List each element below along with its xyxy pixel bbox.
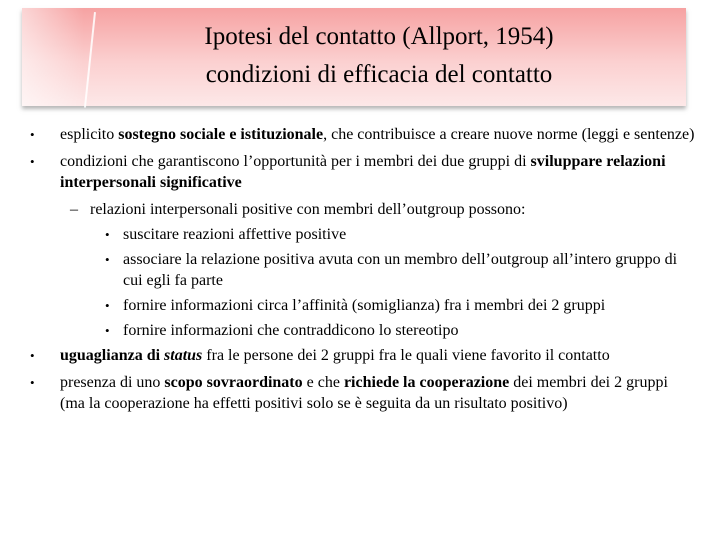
- bold-text: scopo sovraordinato: [164, 374, 303, 391]
- dash-icon: –: [70, 201, 78, 218]
- bold-text: uguaglianza di: [60, 347, 165, 364]
- title-line-1: Ipotesi del contatto (Allport, 1954): [204, 23, 554, 50]
- sub-sub-list-item: • fornire informazioni che contraddicono lo stereotipo: [105, 322, 459, 339]
- bullet-icon: •: [30, 154, 35, 169]
- bullet-icon: •: [30, 375, 35, 390]
- bullet-list: [30, 124, 695, 414]
- bullet-icon: •: [105, 252, 110, 267]
- slide-title: [22, 18, 686, 94]
- bold-text: richiede la cooperazione: [343, 374, 510, 391]
- bullet-icon: •: [30, 127, 35, 142]
- list-item-condizioni: • condizioni che garantiscono l’opportunità per i membri dei due gruppi di sviluppare relazioni interpersonali significative: [30, 153, 666, 191]
- bullet-icon: •: [105, 227, 110, 242]
- bold-text: sostegno sociale e istituzionale: [118, 126, 324, 143]
- bullet-icon: •: [105, 323, 110, 338]
- sub-sub-list-item: • associare la relazione positiva avuta con un membro dell’outgroup all’intero gruppo di cui egli fa parte: [105, 251, 678, 289]
- sub-sub-list-item: • fornire informazioni circa l’affinità (somiglianza) fra i membri dei 2 gruppi: [105, 297, 606, 314]
- list-item-scopo: • presenza di uno scopo sovraordinato e che richiede la cooperazione dei membri dei 2 gruppi (ma la cooperazione ha effetti positivi solo se è seguita da un risultato positivo): [30, 374, 668, 412]
- title-line-2: condizioni di efficacia del contatto: [205, 61, 553, 88]
- list-item-sostegno: • esplicito sostegno sociale e istituzionale, che contribuisce a creare nuove norme (leggi e sentenze): [30, 126, 695, 143]
- sub-sub-list-item: • suscitare reazioni affettive positive: [105, 226, 347, 243]
- slide-content: [30, 124, 695, 420]
- bold-italic-text: status: [164, 347, 203, 364]
- bullet-icon: •: [30, 348, 35, 363]
- list-item-uguaglianza: • uguaglianza di status fra le persone dei 2 gruppi fra le quali viene favorito il contatto: [30, 347, 610, 364]
- bullet-icon: •: [105, 298, 110, 313]
- bold-text: sviluppare relazioni interpersonali significative: [60, 153, 666, 191]
- sub-list-item-relazioni: – relazioni interpersonali positive con membri dell’outgroup possono:: [70, 201, 526, 218]
